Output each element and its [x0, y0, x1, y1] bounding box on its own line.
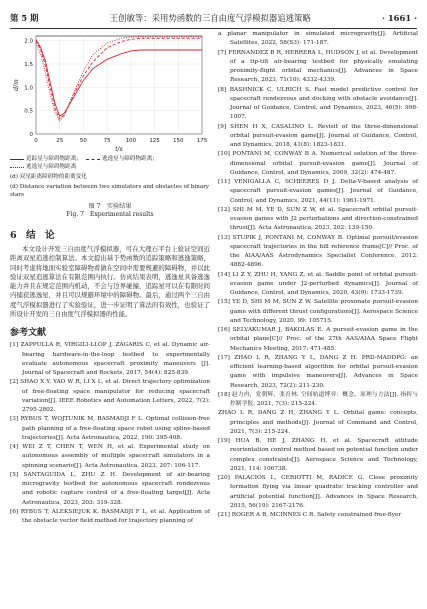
reference-item: [15] YE D, SHI M M, SUN Z W. Satellite proximate pursuit-evasion game with different thrust configurations[J]. Aerospace Science and Technology, 2020, 99: 105715. — [218, 299, 418, 324]
running-header — [10, 10, 417, 26]
section-title: 6 结 论 — [10, 230, 55, 241]
x-tick-label: 175 — [196, 138, 208, 144]
conclusion-paragraph: 本文设计开发三自由度气浮模拟器，可在大理石平台上验证空间近距离双星追逃控制算法。本文提出基于势函数的追踪策略和逃逸策略，同时考虑将地面实验室障碍物看做在空间中需要规避的障碍物，并以此验证双星追逃算法在有限范围内执行。仿真结果表明，逃逸星具备逃逸能力并且在规定范围内机动，不会与边界碰撞，追踪星可以在有限时间内捕获逃逸星，并且可以规避环境中的障碍物。最后，通过两个三自由度气浮模拟器进行了实验验证，进一步证明了算法的有效性，也验证了所设计开发的三自由度气浮模拟器的性能。 — [10, 245, 210, 319]
plot-frame — [36, 36, 202, 134]
reference-item: a planar manipulator in simulated microgravity[J]. Artificial Satellites, 2022, 58(S3): 171-187. — [218, 31, 418, 47]
figure-caption-en: Fig. 7 Experimental results — [66, 211, 154, 218]
right-column — [218, 30, 418, 520]
reference-item: [16] SELVAKUMAR J, BAKOLAS E. A pursuit-evasion game in the orbital plane[C]// Proc. of the 27th AAS/AIAA Space Flight Mechanics Meeting, 2017: 471-485. — [218, 327, 418, 352]
legend-item-1 — [10, 155, 82, 163]
reference-item: ZHAO L R, DANG Z H, ZHANG Y L. Orbital game: concepts, principles and methods[J]. Journal of Command and Control, 2021, 7(3): 215-224. — [218, 410, 418, 435]
legend-item-3 — [10, 163, 76, 171]
reference-item: [18] 赵力冉，党朝辉，张育林. 空间轨道博弈：概念、原理与方法[J]. 指挥与控制学报, 2021, 7(3): 215-224. — [218, 391, 418, 407]
reference-item: [3] RYBUS T, WOJTUNIK M, BASMADJI F L. Optimal collision-free path planning of a free-floating space robot using spline-based trajectories[J]. Acta Astronautica, 2022, 190: 395-408. — [10, 416, 210, 441]
x-tick-label: 0 — [34, 138, 38, 144]
legend-item-2 — [86, 155, 158, 163]
reference-item: [14] LI Z Y, ZHU H, YANG Z, et al. Saddle point of orbital pursuit-evasion game under J2-perturbed dynamics[J]. Journal of Guidance, Control, and Dynamics, 2020, 43(9): 1733-1739. — [218, 271, 418, 296]
chart-svg — [10, 30, 210, 155]
reference-item: [10] PONTANI M, CONWAY B A. Numerical solution of the three-dimensional orbital pursuit-evasion game[J]. Journal of Guidance, Control, and Dynamics, 2009, 32(2): 474-487. — [218, 151, 418, 176]
y-tick-label: 2.0 — [24, 38, 33, 45]
reference-item: [11] VENIGALLA C, SCHEERES D J. Delta-V-based analysis of spacecraft pursuit-evasion games[J]. Journal of Guidance, Control, and Dynamics, 2021, 44(11): 1961-1971. — [218, 179, 418, 204]
legend-label-2: 逃逸星与障碍物距离； — [101, 156, 158, 162]
reference-item: [4] WEI Z T, CHEN T, WEN H, et al. Experimental study on autonomous assembly of multiple spacecraft simulators in a spinning scenario[J]. Acta Astronautica, 2023, 207: 106-117. — [10, 444, 210, 469]
reference-item: [20] PALACIOS L, CERIOTTI M, RADICE G. Close proximity formation flying via linear quadratic tracking controller and artificial potential function[J]. Advances in Space Research, 2015, 56(10): 2167-2176. — [218, 475, 418, 509]
reference-item: [19] HUA B, HE J, ZHANG H, et al. Spacecraft attitude reorientation control method based on potential function under complex constraints[J]. Aerospace Science and Technology, 2021, 114: 106738. — [218, 438, 418, 472]
running-title: 王创敏等：采用势函数的三自由度气浮模拟器追逃策略 — [109, 13, 311, 23]
issue-label: 第 5 期 — [10, 13, 39, 23]
reference-item: [21] ROGER A B, MCINNES C R. Safety constrained free-flyer — [218, 512, 402, 518]
y-tick-label: 1.5 — [24, 62, 33, 68]
x-tick-label: 125 — [149, 138, 160, 144]
chart-legend — [10, 155, 210, 171]
reference-item: [6] RYBUS T, ALEKSIEJUK K, BASMADJI F L, et al. Application of the obstacle vector field method for trajectory planning of — [10, 508, 210, 525]
distance-chart — [10, 30, 210, 155]
page-number: · 1661 · — [382, 13, 417, 23]
series-line-1 — [36, 40, 202, 117]
y-tick-label: 0.5 — [24, 108, 33, 115]
x-axis-label: t/s — [115, 146, 123, 153]
reference-item: [9] SHEN H X, CASALINO L. Revisit of the three-dimensional orbital pursuit-evasion game[J]. Journal of Guidance, Control, and Dynamics, 2018, 41(8): 1823-1831. — [218, 123, 418, 148]
subfigure-caption-cn: (d) 双星距离障碍物的距离变化 — [10, 174, 87, 180]
reference-item: [13] STUPIK J, PONTANI M, CONWAY B. Optimal pursuit/evasion spacecraft trajectories in the hill reference frame[C]// Proc. of the AIAA/AAS Astrodynamics Specialist Conference, 2012: 4882-4896. — [218, 234, 418, 269]
reference-item: [8] BASHNICK C, ULRICH S. Fast model predictive control for spacecraft rendezvous and docking with obstacle avoidance[J]. Journal of Guidance, Control, and Dynamics, 2023, 46(5): 998-1007. — [218, 86, 418, 121]
header-rule — [10, 28, 417, 29]
left-column — [10, 30, 210, 526]
x-tick-label: 25 — [56, 138, 64, 144]
reference-item: [7] FERNANDEZ B R, HERRERA L, HUDSON J, et al. Development of a tip-tilt air-bearing testbed for physically emulating proximity-flight orbital mechanics[J]. Advances in Space Research, 2023, 71(10): 4332-4339. — [218, 49, 418, 84]
legend-dot-swatch — [10, 167, 24, 168]
references-left — [10, 341, 210, 526]
reference-item: [2] SHAO X Y, YAO W R, LI X L, et al. Direct trajectory optimization of free-floating space manipulator for reducing spacecraft variation[J]. IEEE Robotics and Automation Letters, 2022, 7(2): 2795-2802. — [10, 379, 210, 414]
x-tick-label: 50 — [79, 138, 87, 144]
references-right — [218, 30, 418, 520]
x-tick-label: 100 — [125, 138, 137, 144]
reference-item: [1] ZAPPULLA R, VIRGILI-LLOP J, ZAGARIS C, et al. Dynamic air-bearing hardware-in-the-loop testbed to experimentally evaluate autonomous spacecraft proximity maneuvers [J]. Journal of Spacecraft and Rockets, 2017, 54(4): 825-839. — [10, 342, 210, 377]
legend-solid-swatch — [10, 159, 24, 160]
legend-dash-swatch — [86, 159, 100, 160]
series-line-3 — [36, 37, 202, 121]
reference-item: [5] SANTAGUIDA L, ZHU Z H. Development of air-bearing microgravity testbed for autonomous spacecraft rendezvous and robotic capture control of a free-floating target[J]. Acta Astronautica, 2023, 203: 319-328. — [10, 471, 210, 506]
references-title: 参考文献 — [10, 328, 47, 339]
reference-item: [17] ZHAO L R, ZHANG Y L, DANG Z H. PRD-MADDPG: an efficient learning-based algorithm for orbital pursuit-evasion game with impulsive maneuvers[J]. Advances in Space Research, 2023, 72(2): 211-230. — [218, 354, 418, 389]
y-tick-label: 0 — [29, 132, 33, 138]
legend-label-1: 追踪星与障碍物距离； — [26, 156, 82, 162]
legend-row-2 — [10, 163, 210, 171]
legend-label-3: 逃逸星与障碍物距离 — [26, 164, 77, 170]
y-tick-label: 1.0 — [24, 85, 33, 92]
legend-row — [10, 155, 210, 163]
figure-caption-cn: 图 7 实验结果 — [88, 203, 132, 210]
subfigure-caption-en: (d) Distance variation between two simulators and obstacles of binary stars — [10, 184, 210, 198]
reference-item: [12] SHI M M, YE D, SUN Z W, et al. Spacecraft orbital pursuit-evasion games with J2 perturbations and direction-constrained thrust[J]. Acta Astronautica, 2023, 202: 139-150. — [218, 206, 418, 232]
y-axis-label: d/m — [13, 79, 20, 91]
x-tick-label: 150 — [173, 138, 184, 144]
x-tick-label: 75 — [103, 138, 111, 144]
